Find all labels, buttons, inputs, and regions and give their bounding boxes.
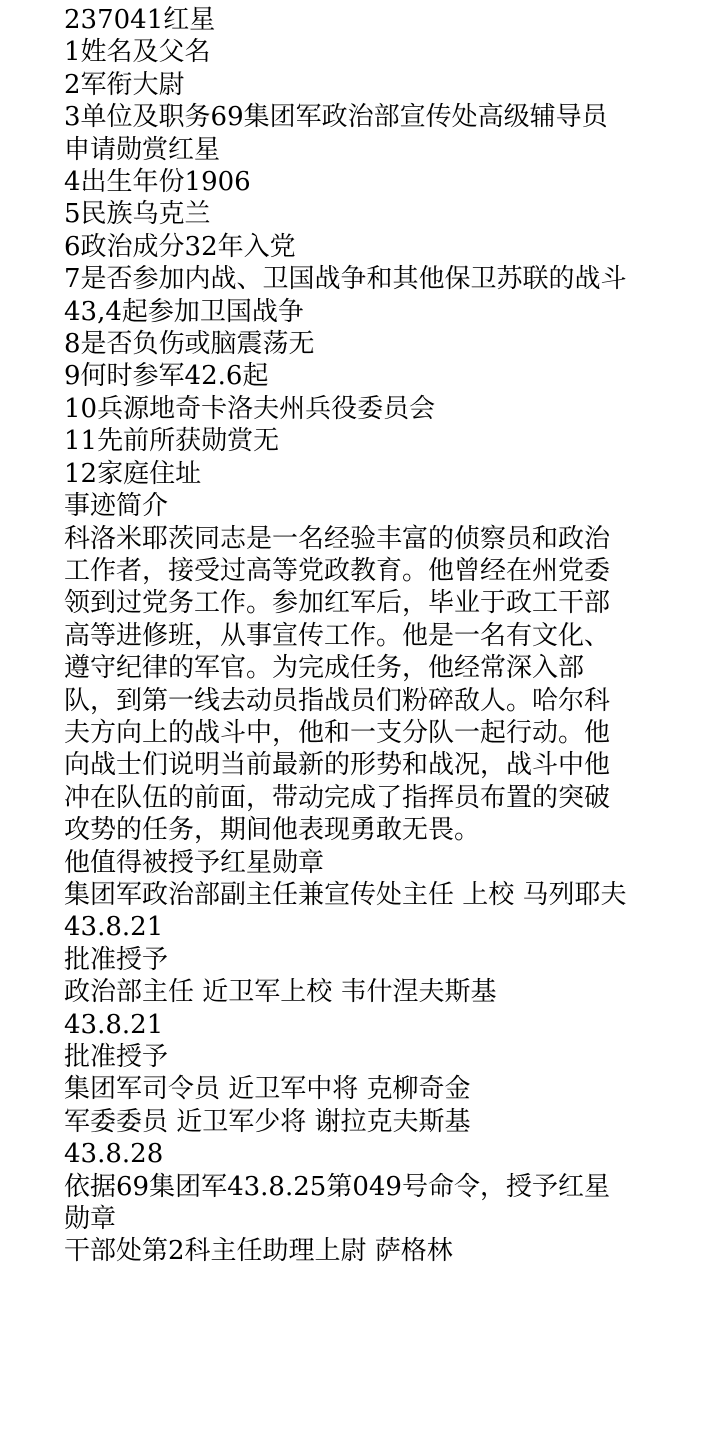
approval-first: 批准授予 [64,944,169,975]
field-label: 7是否参加内战、卫国战争和其他保卫苏联的战斗 [64,264,627,295]
summary-text: 科洛米耶茨同志是一名经验丰富的侦察员和政治工作者，接受过高等党政教育。他曾经在州党委领到过党务工作。参加红军后，毕业于政工干部高等进修班，从事宣传工作。他是一名有文化、遵守纪律的军官。为完成任务，他经常深入部队，到第一线去动员指战员们粉碎敌人。哈尔科夫方向上的战斗中，他和一支分队一起行动。他向战士们说明当前最新的形势和战况，战斗中他冲在队伍的前面，带动完成了指挥员布置的突破攻势的任务，期间他表现勇敢无畏。 [64,523,611,846]
recommendation: 他值得被授予红星勋章 [64,847,325,878]
field-5 [64,198,634,230]
date-second: 43.8.21 [64,1009,164,1040]
signer-military-council: 军委委员 近卫军少将 谢拉克夫斯基 [64,1106,471,1137]
field-value: 32年入党 [184,231,296,262]
field-label: 5民族 [64,199,133,230]
field-label: 6政治成分 [64,231,185,262]
field-11 [64,425,634,457]
field-label: 3单位及职务 [64,102,211,133]
field-1 [64,36,634,68]
field-8 [64,328,634,360]
field-label: 1姓名及父名 [64,37,211,68]
field-label: 9何时参军 [64,361,185,392]
signer-army-commander: 集团军司令员 近卫军中将 克柳奇金 [64,1074,471,1105]
field-value: 1906 [184,167,251,198]
field-12 [64,458,634,490]
field-label: 2军衔 [64,69,133,100]
field-award-requested [64,134,634,166]
field-label: 11先前所获勋赏 [64,426,254,457]
clerk-signature: 干部处第2科主任助理上尉 萨格林 [64,1236,453,1267]
award-order: 依据69集团军43.8.25第049号命令，授予红星勋章 [64,1171,610,1235]
field-value: 42.6起 [184,361,269,392]
field-label: 8是否负伤或脑震荡 [64,329,289,360]
field-label: 申请勋赏 [64,134,169,165]
field-value: 红星 [168,134,221,165]
signer-political-head: 政治部主任 近卫军上校 韦什涅夫斯基 [64,977,497,1008]
field-value: 无 [288,329,315,360]
field-10 [64,393,634,425]
field-7 [64,263,634,328]
field-label: 12家庭住址 [64,458,202,489]
award-document [64,4,634,1268]
date-first: 43.8.21 [64,912,164,943]
document-header: 237041红星 [64,5,216,35]
field-value: 69集团军政治部宣传处高级辅导员 [210,102,608,133]
field-9 [64,360,634,392]
field-value: 奇卡洛夫州兵役委员会 [175,393,436,424]
field-6 [64,231,634,263]
approval-second: 批准授予 [64,1042,169,1072]
field-value: 无 [253,426,280,457]
field-3 [64,101,634,133]
field-value: 43,4起参加卫国战争 [64,296,304,327]
field-value: 乌克兰 [132,199,211,230]
field-2 [64,69,634,101]
summary-title: 事迹简介 [64,491,169,522]
signer-deputy-head: 集团军政治部副主任兼宣传处主任 上校 马列耶夫 [64,879,627,910]
date-third: 43.8.28 [64,1139,164,1170]
field-4 [64,166,634,198]
field-label: 4出生年份 [64,167,185,198]
field-value: 大尉 [132,69,185,100]
field-label: 10兵源地 [64,393,176,424]
